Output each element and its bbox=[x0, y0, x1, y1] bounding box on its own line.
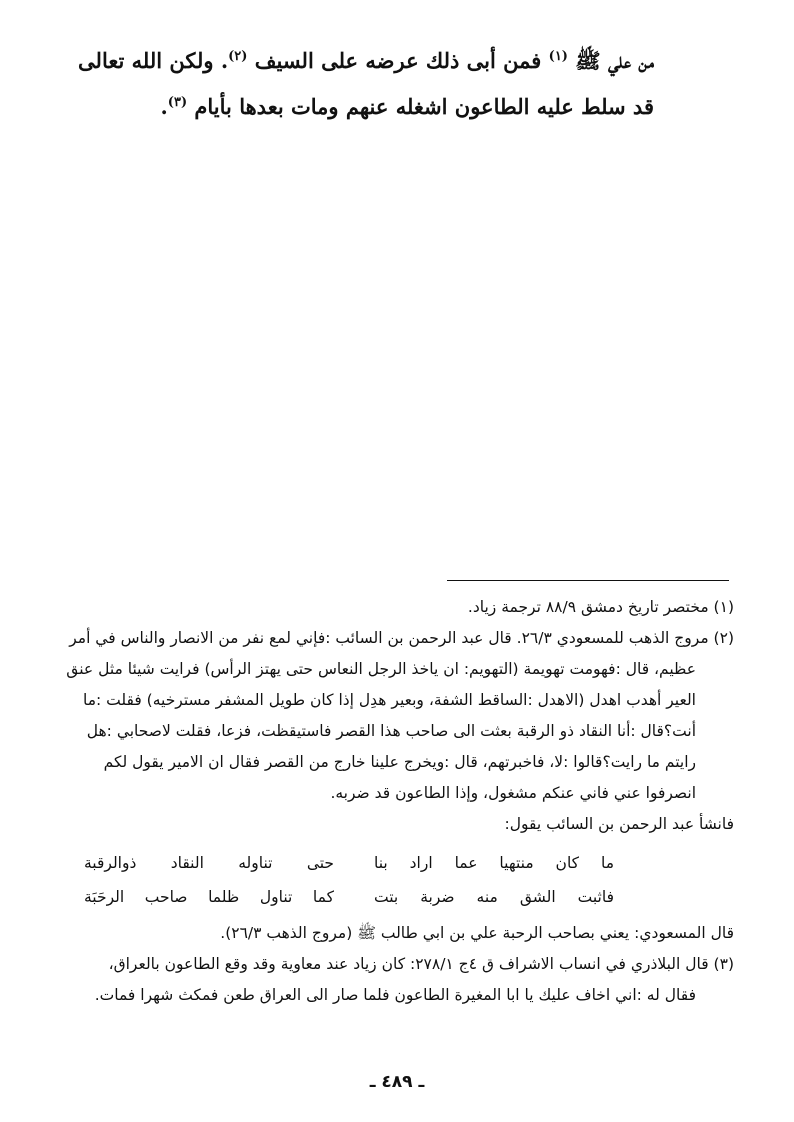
footnote-2-continuation: رايتم ما رايت؟قالوا :لا، فاخبرتهم، قال :ويخرج علينا خارج من القصر فقال ان الامير يقول لكم bbox=[103, 753, 696, 771]
main-text-segment: من علي ﷺ bbox=[567, 48, 654, 73]
footnote-2-closing: قال المسعودي: يعني بصاحب الرحبة علي بن ابي طالب ﷺ (مروج الذهب ٢٦/٣). bbox=[220, 924, 734, 942]
footnote-3-continuation: فقال له :اني اخاف عليك يا ابا المغيرة الطاعون فلما صار الى العراق طعن فمكث شهرا فمات. bbox=[94, 986, 696, 1004]
poem-hemistich: كما تناول ظلما صاحب الرحَبَة bbox=[84, 888, 334, 906]
page-number: ـ ٤٨٩ ـ bbox=[369, 1072, 425, 1092]
main-text-line bbox=[78, 38, 654, 84]
poem-hemistich: ما كان منتهيا عما اراد بنا bbox=[374, 854, 614, 872]
main-text bbox=[78, 38, 654, 130]
poem-verse bbox=[56, 846, 614, 880]
poem-hemistich: حتى تناوله النقاد ذوالرقبة bbox=[84, 854, 334, 872]
poem-verse bbox=[56, 880, 614, 914]
main-text-segment: . ولكن الله تعالى bbox=[78, 48, 229, 73]
footnote-2-continuation: العير أهدب اهدل (الاهدل :الساقط الشفة، وبعير هدِل إذا كان طويل المشفر مسترخيه) فقلت :ما bbox=[82, 691, 696, 709]
footnote-3: (٣) قال البلاذري في انساب الاشراف ق ٤ج ٢٧٨/١: كان زياد عند معاوية وقد وقع الطاعون بالعراق، bbox=[108, 955, 734, 973]
footnote-reference: (٢) bbox=[228, 49, 248, 64]
footnote-separator bbox=[447, 580, 729, 581]
footnote-2-continuation: عظيم، قال :فهومت تهويمة (التهويم: ان ياخذ الرجل النعاس حتى يهتز الرأس) فرايت شيئا مثل عنق bbox=[66, 660, 696, 678]
main-text-segment: قد سلط عليه الطاعون اشغله عنهم ومات بعدها بأيام bbox=[187, 94, 654, 119]
main-text-line bbox=[134, 84, 654, 130]
footnote-2: (٢) مروج الذهب للمسعودي ٢٦/٣. قال عبد الرحمن بن السائب :فإني لمع نفر من الانصار والناس في أمر bbox=[69, 629, 734, 647]
main-text-segment: . bbox=[160, 94, 168, 119]
poem-hemistich: فاثبت الشق منه ضربة بتت bbox=[374, 888, 614, 906]
poem bbox=[56, 846, 734, 914]
footnotes bbox=[56, 592, 734, 1011]
footnote-reference: (٣) bbox=[167, 95, 188, 110]
footnote-1: (١) مختصر تاريخ دمشق ٨٨/٩ ترجمة زياد. bbox=[467, 598, 734, 616]
footnote-2-continuation: أنت؟قال :أنا النقاد ذو الرقبة بعثت الى صاحب هذا القصر فاستيقظت، فزعا، فقلت لاصحابي :هل bbox=[86, 722, 696, 740]
footnote-2-poem-intro: فانشأ عبد الرحمن بن السائب يقول: bbox=[504, 815, 734, 833]
footnote-reference: (١) bbox=[548, 49, 568, 64]
footnote-2-continuation: انصرفوا عني فاني عنكم مشغول، وإذا الطاعون قد ضربه. bbox=[330, 784, 696, 802]
main-text-segment: فمن أبى ذلك عرضه على السيف bbox=[247, 48, 549, 73]
